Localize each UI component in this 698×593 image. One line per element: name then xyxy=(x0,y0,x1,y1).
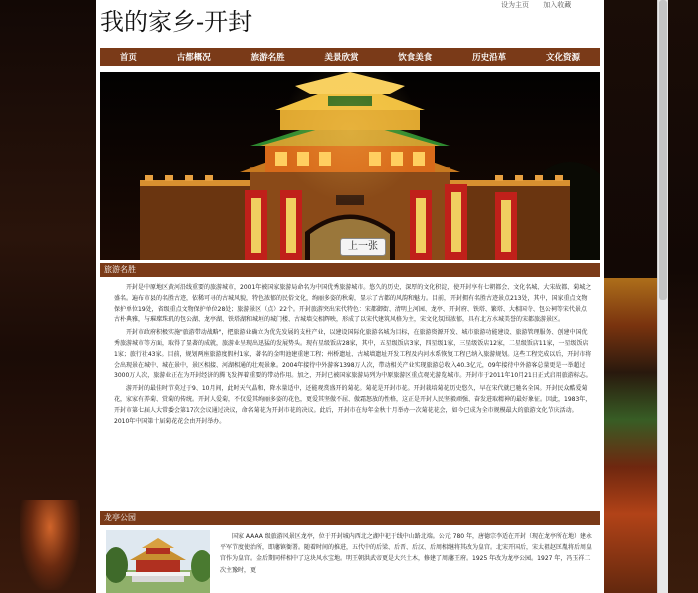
page-container xyxy=(96,0,604,593)
right-background xyxy=(604,0,698,593)
top-links xyxy=(501,0,583,10)
nav-food[interactable]: 饮食美食 xyxy=(398,53,433,63)
nav-home[interactable]: 首页 xyxy=(119,53,137,63)
left-lantern-glow xyxy=(20,500,80,590)
nav-scenic-spots[interactable]: 旅游名胜 xyxy=(250,53,285,63)
banner-image xyxy=(100,72,600,260)
article-paragraph: 游开封的最佳时节莫过于9、10月间，此时天气晶和，降水量适中，还能观赏盛开的菊花。菊花是开封市花。开封栽培菊花历史悠久，早在宋代就已驰名全国。开封民众酷爱菊花，家家有养菊、赏菊的传统。开封人爱菊，不仅爱其绚丽多姿的花色，更爱其坚傲不屈、傲霜怒放的性格，这正是开封人民坚毅顽强、奋发进取精神的最好象征。因此，1983年，开封市第七届人大常委会第17次会议通过决议，命名菊花为开封市花的决议。此后，开封市在每年金秋十月举办一次菊花花会，如今已成为全市规模最大的旅游文化节庆活动。2010年中国第十届菊花花会由开封举办。 xyxy=(114,385,592,425)
left-background xyxy=(0,0,96,593)
prev-slide-button[interactable]: 上一张 xyxy=(340,238,386,256)
vertical-scrollbar[interactable] xyxy=(657,0,668,593)
scrollbar-thumb[interactable] xyxy=(659,0,667,300)
nav-overview[interactable]: 古都概况 xyxy=(176,53,211,63)
longting-pavilion-image xyxy=(106,530,210,593)
nav-scenery[interactable]: 美景欣赏 xyxy=(324,53,359,63)
article-paragraph: 国家 AAAA 级旅游风景区龙亭，位于开封城内西北之湖中祀于线中山路北端。公元 780 年，唐德宗李适在开封（现在龙亭所在地）建永平军节度使治所，即藩镇衙署。随着时间的推进，五代中的后梁、后晋、后汉、后周相继将其改为皇宫。北宋开国后，宋太祖赵匡胤将后周皇宫作为皇宫。金后期同样相中了这块风水宝地。明王朝洪武帝更是大兴土木，修建了周藩王府。1925 年改为龙亭公园。1927 年，冯玉祥二次主豫时，更 xyxy=(220,533,593,574)
longting-park-image xyxy=(106,530,210,593)
site-title: 我的家乡-开封 xyxy=(100,8,253,36)
article-paragraph: 开封市政府积极实施"旅游带动战略"，把旅游业确立为优先发展的支柱产业，以建设国际化旅游名城为目标，在旅游资源开发、城市旅游功能建设、旅游管理服务、创建中国优秀旅游城市等方面，取得了显著的成就，旅游业呈现出迅猛的发展势头。现有星级饭店28家，其中，五星级饭店3家，四星级1家，三星级饭店12家，二星级饭店11家，一星级饭店1家；旅行社43家。目前，规划两座旅游度假村1家，著名的金明池建重建工程；州桥遗址、古城墙遗址开发工程及内河水系恢复工程已纳入旅游规划。这些工程完成以后，开封市将会出现景在城中、城在景中，景区相接、河湖相通的壮观景象。2004年接待中外游客1398万人次，带动相关产业实现旅游总收入40.3亿元，09年接待中外游客总量更是一举超过3000万人次，旅游业正在为开封经济的腾飞发挥着重要的带动作用。加之，开封已被国家旅游局列为中原旅游区重点观光游览城市。开封市于2011年10月21日正式启用旅游标志。 xyxy=(114,329,592,380)
section-heading-longting: 龙亭公园 xyxy=(100,511,600,525)
main-nav xyxy=(100,48,600,66)
tourism-article xyxy=(114,283,592,429)
nav-history[interactable]: 历史沿革 xyxy=(472,53,507,63)
set-homepage-link[interactable]: 设为主页 xyxy=(501,1,529,9)
article-paragraph: 开封是中原地区黄河沿线重要的旅游城市，2001年被国家旅游局命名为中国优秀旅游城市。悠久的历史，深厚的文化积淀，使开封享有七朝都会、文化名城、大宋故都、菊城之盛名。遍布市县的名胜古迹，依稀可寻的古城风貌，特色浓郁的民俗文化，绚丽多姿的秋菊，显示了古都的风韵和魅力。目前，开封拥有名胜古迹景点213处，其中，国家重点文物保护单位19处，省级重点文物保护单位28处；旅游景区（点）22个。开封旅游突出宋代特色：宋都御街、清明上河园、龙亭、开封府、铁塔、繁塔、大相国寺、包公祠等宋代景点古朴典雅，与璀璨珠玑的包公湖、龙亭湖、铁塔湖和城垣的城门楼、古城墙交相辉映，形成了以宋代建筑风格为主，宋文化氛围浓郁，具有北方水城美誉的宋都旅游景区。 xyxy=(114,284,592,324)
nav-culture[interactable]: 文化资源 xyxy=(545,53,580,63)
add-favorite-link[interactable]: 加入收藏 xyxy=(543,1,572,9)
longting-article xyxy=(220,531,596,576)
right-tower-image xyxy=(604,278,660,593)
city-gate-night-image xyxy=(100,72,600,260)
section-heading-tourism: 旅游名胜 xyxy=(100,263,600,277)
